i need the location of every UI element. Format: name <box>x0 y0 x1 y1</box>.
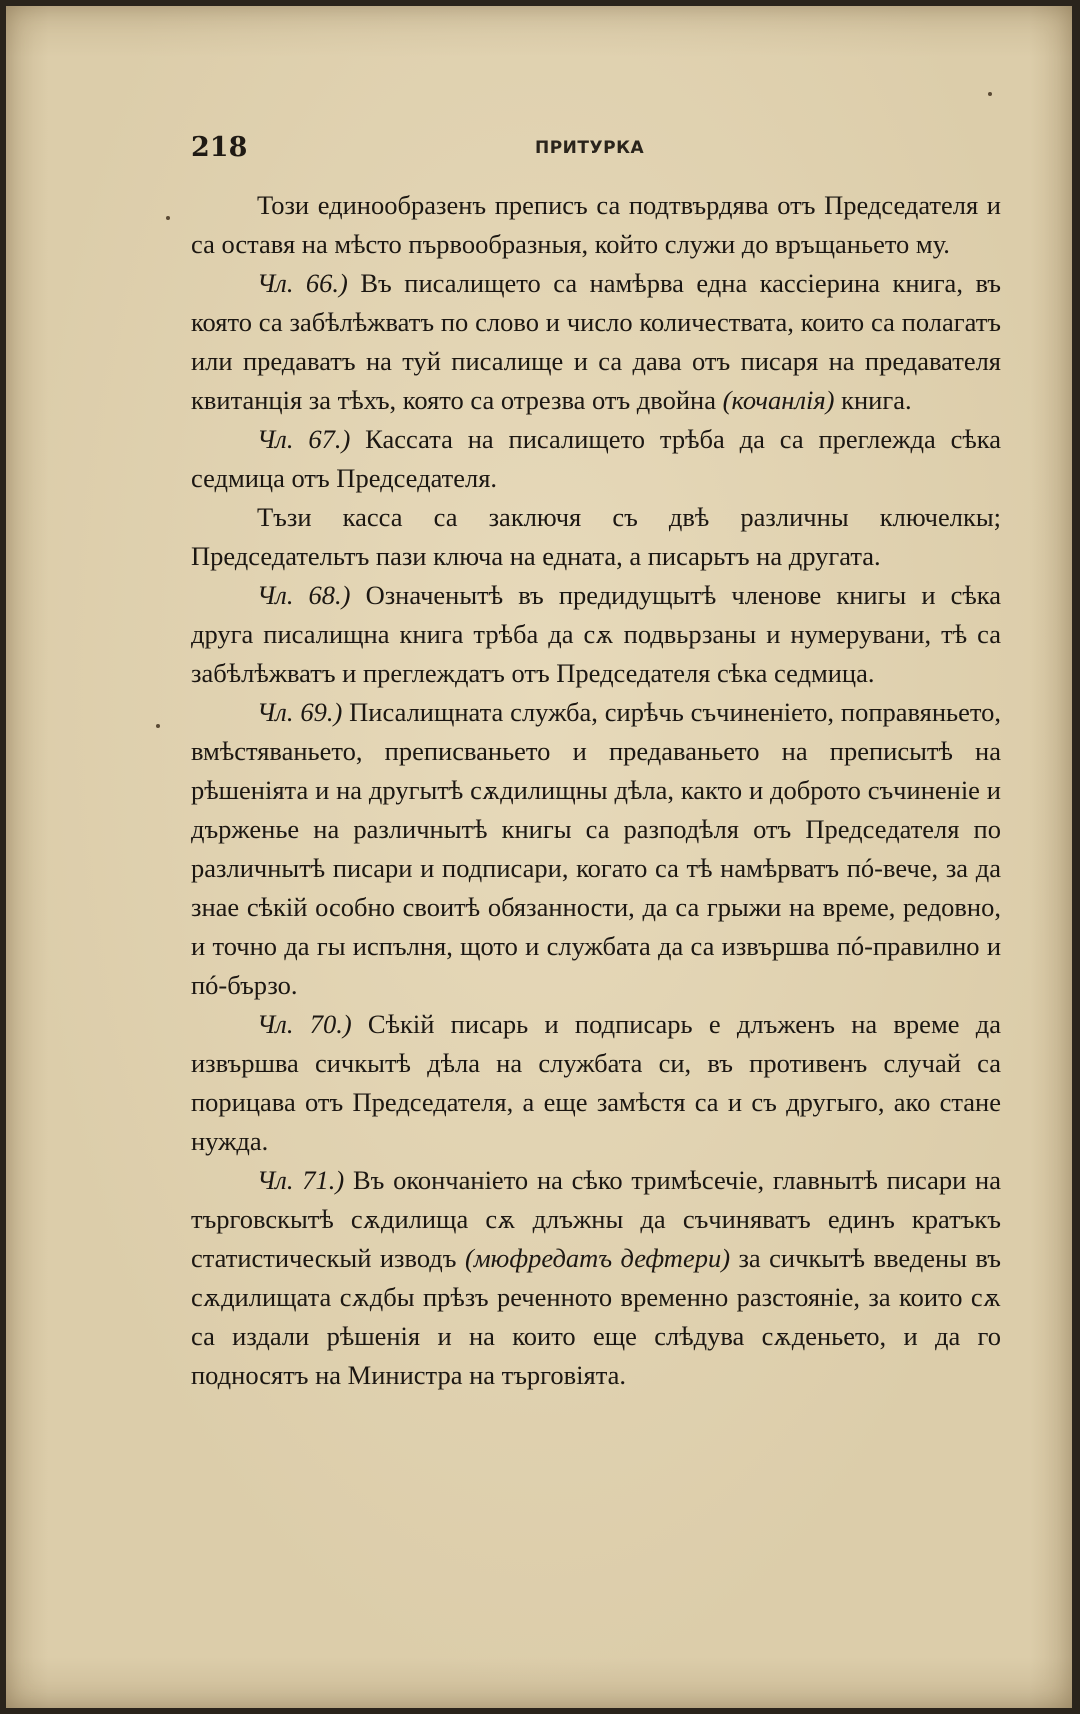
italic-term: (мюфредатъ дефтери) <box>464 1243 731 1273</box>
article-label: Чл. 68.) <box>257 580 351 610</box>
ink-speck <box>166 216 170 220</box>
page-number: 218 <box>191 132 248 163</box>
paragraph-text: Въ писалището са намѣрва една кассіерина книга, въ която са забѣлѣжватъ по слово и число количествата, които са полагатъ или предаватъ на туй писалище и са дава отъ писаря на предавателя квитанція за тѣхъ, която са отрезва отъ двойна <box>191 268 1001 415</box>
paragraph-text: Кассата на писалището трѣба да са преглежда сѣка седмица отъ Председателя. <box>191 424 1001 493</box>
paragraph-text-end: книга. <box>834 385 912 415</box>
article-label: Чл. 67.) <box>257 424 351 454</box>
paragraph <box>191 264 1001 420</box>
ink-speck <box>988 92 992 96</box>
book-page <box>6 6 1072 1708</box>
article-label: Чл. 70.) <box>257 1009 352 1039</box>
paragraph <box>191 1161 1001 1395</box>
article-label: Чл. 66.) <box>257 268 348 298</box>
article-label: Чл. 71.) <box>257 1165 345 1195</box>
running-head: ПРИТУРКА <box>535 138 645 158</box>
paragraph-text: Този единообразенъ преписъ са подтвърдява отъ Председателя и са оставя на мѣсто първообразныя, който служи до връщаньето му. <box>191 190 1001 259</box>
paragraph <box>191 498 1001 576</box>
paragraph-text: Писалищната служба, сирѣчь съчиненіето, поправяньето, вмѣстяваньето, преписваньето и предаваньето на преписытѣ на рѣшеніята и на другытѣ сѫдилищны дѣла, както и доброто съчиненіе и държенье на различнытѣ книгы са разподѣля отъ Председателя по различнытѣ писари и подписари, когато са тѣ намѣрватъ пó-вече, за да знае сѣкій особно своитѣ обязанности, да са грыжи на време, редовно, и точно да гы испълня, щото и службата да са извършва пó-правилно и пó-бързо. <box>191 697 1001 1000</box>
paragraph-text: Тъзи касса са заключя съ двѣ различны ключелкы; Председательтъ пази ключа на едната, а писарьтъ на другата. <box>191 502 1001 571</box>
paragraph <box>191 693 1001 1005</box>
paragraph-text: Въ окончаніето на сѣко тримѣсечіе, главнытѣ писари на търговскытѣ сѫдилища сѫ длъжны да съчиняватъ единъ кратъкъ статистическый изводъ <box>191 1165 1002 1273</box>
paragraph <box>191 1005 1001 1161</box>
article-label: Чл. 69.) <box>257 697 343 727</box>
page-header <box>191 132 991 172</box>
body-text <box>191 186 1001 1395</box>
italic-term: (кочанлія) <box>722 385 835 415</box>
paragraph-text-end: за сичкытѣ введены въ сѫдилищата сѫдбы прѣзъ реченното временно разстояніе, за които сѫ са издали рѣшенія и на които еще слѣдува сѫденьето, и да го подносятъ на Министра на търговіята. <box>191 1243 1001 1390</box>
paragraph <box>191 576 1001 693</box>
paragraph <box>191 186 1001 264</box>
paragraph <box>191 420 1001 498</box>
ink-speck <box>156 724 160 728</box>
paragraph-text: Означенытѣ въ предидущытѣ членове книгы и сѣка друга писалищна книга трѣба да сѫ подвьрзаны и нумерувани, тѣ са забѣлѣжватъ и преглеждатъ отъ Председателя сѣка седмица. <box>191 580 1001 688</box>
paragraph-text: Сѣкій писарь и подписарь е длъженъ на време да извършва сичкытѣ дѣла на службата си, въ противенъ случай са порицава отъ Председателя, а еще замѣстя са и съ другыго, ако стане нужда. <box>191 1009 1001 1156</box>
